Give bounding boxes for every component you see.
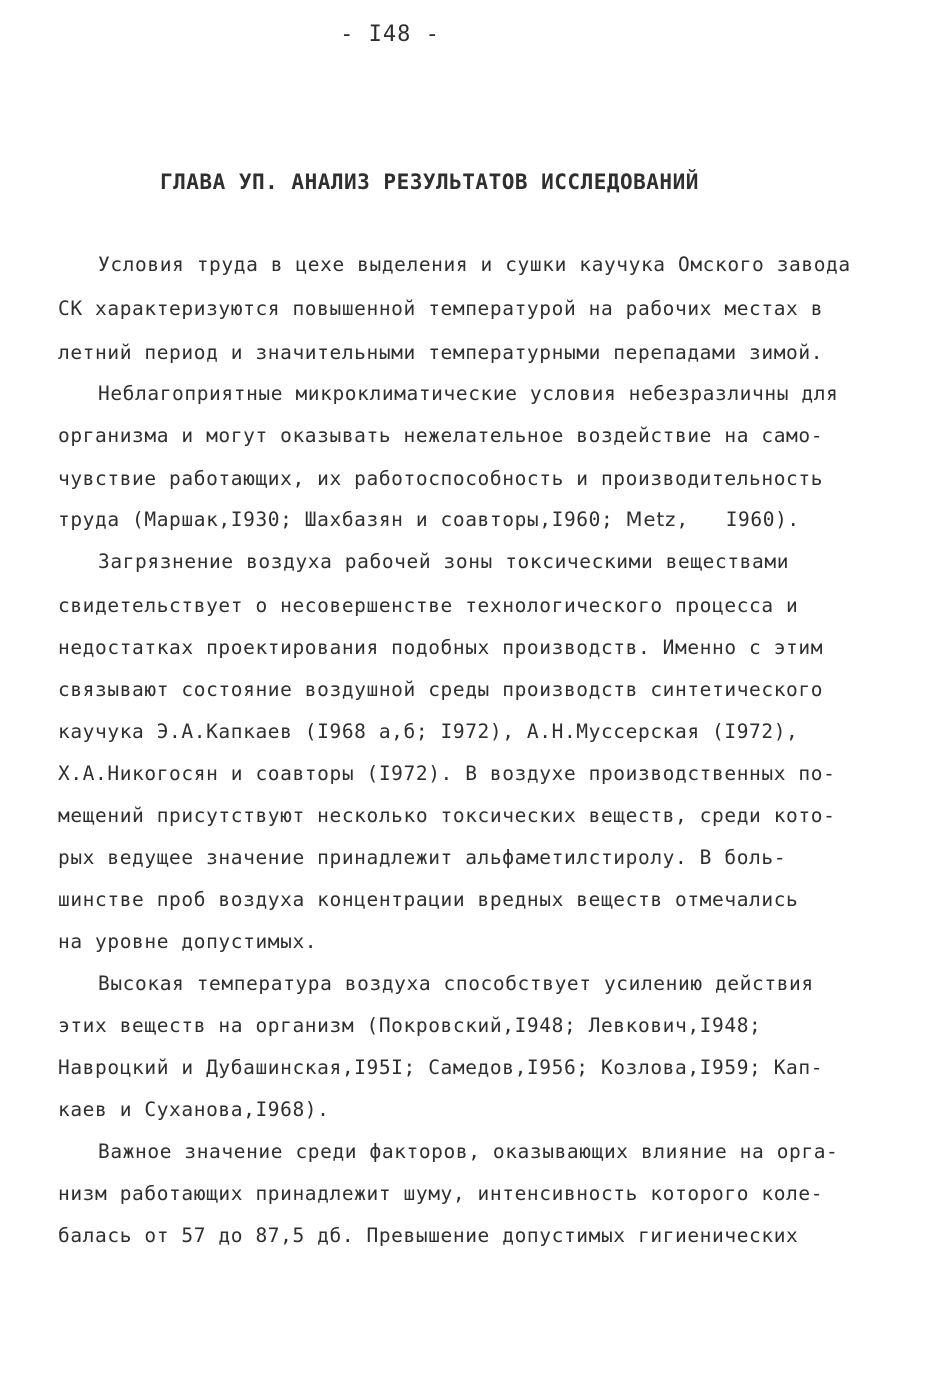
text-line: мещений присутствуют несколько токсических веществ, среди кото- <box>58 804 836 827</box>
text-line: шинстве проб воздуха концентрации вредных веществ отмечались <box>58 888 799 911</box>
text-line: каев и Суханова,I968). <box>58 1098 330 1121</box>
text-line: Высокая температура воздуха способствует усилению действия <box>98 972 814 995</box>
text-line: организма и могут оказывать нежелательное воздействие на само- <box>58 424 824 447</box>
text-line: недостатках проектирования подобных производств. Именно с этим <box>58 636 824 659</box>
text-line: СК характеризуются повышенной температурой на рабочих местах в <box>58 297 824 320</box>
text-line: чувствие работающих, их работоспособность и производительность <box>58 467 824 490</box>
text-line: низм работающих принадлежит шуму, интенсивность которого коле- <box>58 1182 824 1205</box>
text-line: на уровне допустимых. <box>58 930 318 953</box>
text-line: балась от 57 до 87,5 дб. Превышение допустимых гигиенических <box>58 1224 799 1247</box>
text-line: Важное значение среди факторов, оказывающих влияние на орга- <box>98 1140 839 1163</box>
text-line: свидетельствует о несовершенстве технологического процесса и <box>58 594 799 617</box>
citation-text: труда (Маршак,I930; Шахбазян и соавторы,I960; <box>58 508 614 531</box>
citation-tail: , I960). <box>676 508 800 531</box>
page-number: - I48 - <box>340 22 440 47</box>
text-line: Навроцкий и Дубашинская,I95I; Самедов,I956; Козлова,I959; Кап- <box>58 1056 824 1079</box>
text-line: летний период и значительными температурными перепадами зимой. <box>58 341 824 364</box>
text-line <box>58 508 800 531</box>
text-line: этих веществ на организм (Покровский,I948; Левкович,I948; <box>58 1014 762 1037</box>
text-line: рых ведущее значение принадлежит альфаметилстиролу. В боль- <box>58 846 787 869</box>
chapter-title: ГЛАВА УП. АНАЛИЗ РЕЗУЛЬТАТОВ ИССЛЕДОВАНИЙ <box>160 170 699 194</box>
text-line: связывают состояние воздушной среды производств синтетического <box>58 678 824 701</box>
text-line: Неблагоприятные микроклиматические условия небезразличны для <box>98 382 839 405</box>
text-line: Х.А.Никогосян и соавторы (I972). В воздухе производственных по- <box>58 762 836 785</box>
text-line: Условия труда в цехе выделения и сушки каучука Омского завода <box>98 253 851 276</box>
text-line: каучука Э.А.Капкаев (I968 а,б; I972), А.Н.Муссерская (I972), <box>58 720 799 743</box>
handwritten-author: Metz <box>625 508 677 531</box>
text-line: Загрязнение воздуха рабочей зоны токсическими веществами <box>98 550 790 573</box>
